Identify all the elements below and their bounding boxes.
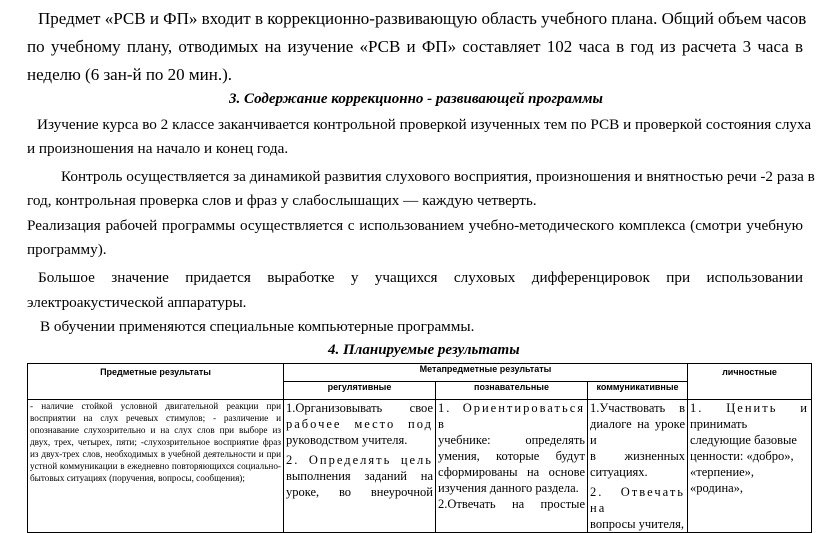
regulative-line: руководством учителя. <box>286 433 408 447</box>
personal-line: следующие базовые <box>690 433 797 447</box>
communicative-line: вопросы учителя, <box>590 517 684 531</box>
regulative-cell <box>284 400 436 533</box>
paragraph-4-line-1: Реализация рабочей программы осуществляется с использованием учебно-методического комплекса (смотри учебную <box>27 217 803 234</box>
cognitive-cell <box>436 400 588 533</box>
planned-results-table <box>27 363 812 533</box>
header-subject-results: Предметные результаты <box>28 364 284 400</box>
communicative-cell <box>588 400 688 533</box>
paragraph-1-line-3: неделю (6 зан-й по 20 мин.). <box>27 65 233 84</box>
header-regulative: регулятивные <box>284 382 436 400</box>
paragraph-5-line-1: Большое значение придается выработке у учащихся слуховых дифференцировок при использовании <box>38 269 803 286</box>
header-meta-results: Метапредметные результаты <box>284 364 688 382</box>
header-cognitive: познавательные <box>436 382 588 400</box>
paragraph-1-line-1: Предмет «РСВ и ФП» входит в коррекционно-развивающую область учебного плана. Общий объем часов <box>38 9 807 28</box>
personal-line: ценности: «добро», <box>690 449 794 463</box>
regulative-line: рабочее место под <box>286 417 433 431</box>
cognitive-line: учебнике: определять <box>438 433 585 447</box>
paragraph-2-line-2: и произношения на начало и конец года. <box>27 140 289 157</box>
section-4-heading: 4. Планируемые результаты <box>328 342 520 358</box>
cognitive-line: умения, которые будут <box>438 449 585 463</box>
regulative-line: выполнения заданий на <box>286 469 433 483</box>
paragraph-1-line-2: по учебному плану, отводимых на изучение «РСВ и ФП» составляет 102 часа в год из расчета 3 часа в <box>27 37 803 56</box>
section-3-heading: 3. Содержание коррекционно - развивающей программы <box>229 91 603 107</box>
header-personal-results: личностные <box>688 364 812 400</box>
regulative-line: 1.Организовывать свое <box>286 401 433 415</box>
header-communicative: коммуникативные <box>588 382 688 400</box>
personal-cell <box>688 400 812 533</box>
personal-line: принимать <box>690 417 748 431</box>
paragraph-5-line-2: электроакустической аппаратуры. <box>27 294 247 311</box>
communicative-line: 2. Отвечать на <box>590 485 685 515</box>
subject-results-text: - наличие стойкой условной двигательной реакции при восприятии на слух речевых стимулов; - различение и опознавание слухозрительно и на слух слов при выборе из двух, трех, четырех, пяти; -слухозрительное восприятие фраз из двух-трех слов, необходимых в учебной деятельности и при устной коммуникации в ежедневно повторяющихся социально-бытовых ситуациях (поручения, вопросы, сообщения); <box>30 401 281 483</box>
cognitive-line: изучения данного раздела. <box>438 481 579 495</box>
communicative-line: ситуациях. <box>590 465 648 479</box>
cognitive-line: 1. Ориентироваться в <box>438 401 585 431</box>
paragraph-6: В обучении применяются специальные компьютерные программы. <box>40 318 475 335</box>
table-header-row-1 <box>28 364 812 382</box>
paragraph-3-line-1: Контроль осуществляется за динамикой развития слухового восприятия, произношения и внятностью речи -2 раза в <box>61 168 815 185</box>
regulative-line: 2. Определять цель <box>286 453 433 467</box>
personal-line: «терпение», <box>690 465 755 479</box>
paragraph-3-line-2: год, контрольная проверка слов и фраз у слабослышащих — каждую четверть. <box>27 192 537 209</box>
paragraph-2-line-1: Изучение курса во 2 классе заканчивается контрольной проверкой изученных тем по РСВ и проверкой состояния слуха <box>37 116 812 133</box>
paragraph-4-line-2: программу). <box>27 241 107 258</box>
cognitive-line: сформированы на основе <box>438 465 585 479</box>
communicative-line: в жизненных <box>590 449 685 463</box>
communicative-line: диалоге на уроке и <box>590 417 685 447</box>
communicative-line: 1.Участвовать в <box>590 401 685 415</box>
cognitive-line: 2.Отвечать на простые <box>438 497 585 511</box>
personal-line: 1. Ценить и <box>690 401 809 415</box>
subject-results-cell <box>28 400 284 533</box>
regulative-line: уроке, во внеурочной <box>286 485 433 499</box>
personal-line: «родина», <box>690 481 744 495</box>
table-row <box>28 400 812 533</box>
